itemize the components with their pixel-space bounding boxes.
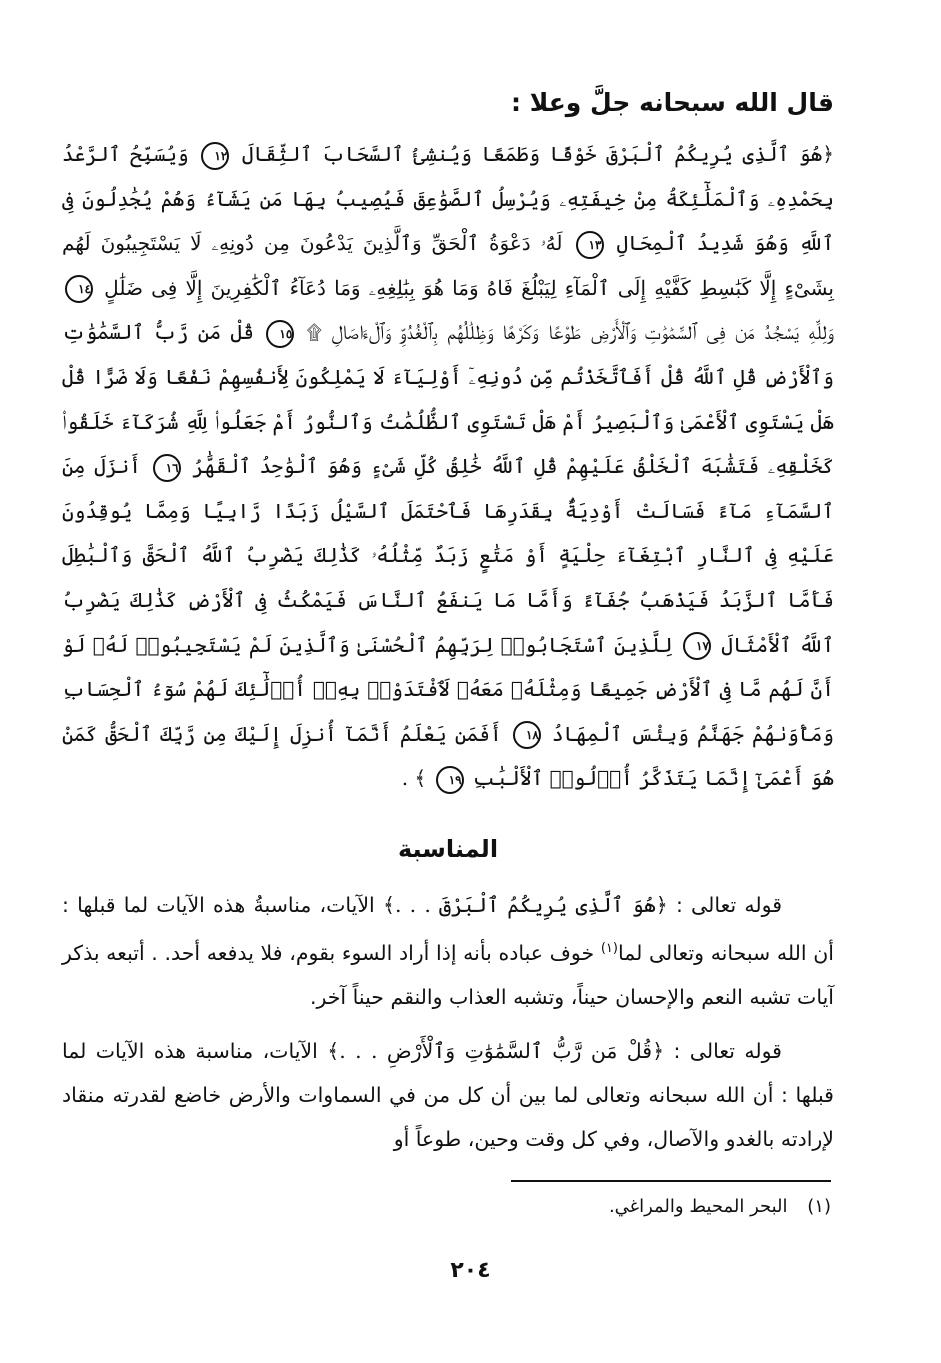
para-lead: قوله تعالى : bbox=[673, 1038, 782, 1063]
quran-segment: قُلْ مَن رَّبُّ ٱلسَّمَٰوَٰتِ وَٱلْأَرْضِ قُلِ ٱللَّهُ قُلْ أَفَٱتَّخَذْتُم مِّن دُونِهِۦٓ أَوْلِيَآءَ لَا يَمْلِكُونَ لِأَنفُسِهِمْ نَفْعًا وَلَا ضَرًّا قُلْ هَلْ يَسْتَوِى ٱلْأَعْمَىٰ وَٱلْبَصِيرُ أَمْ هَلْ تَسْتَوِى ٱلظُّلُمَٰتُ وَٱلنُّورُ أَمْ جَعَلُوا۟ لِلَّهِ شُرَكَآءَ خَلَقُوا۟ كَخَلْقِهِۦ فَتَشَٰبَهَ ٱلْخَلْقُ عَلَيْهِمْ قُلِ ٱللَّهُ خَٰلِقُ كُلِّ شَىْءٍ وَهُوَ ٱلْوَٰحِدُ ٱلْقَهَّٰرُ bbox=[62, 320, 835, 479]
ayah-marker: ١٩ bbox=[436, 766, 464, 794]
footnote-ref[interactable]: (١) bbox=[600, 940, 618, 956]
page-body bbox=[62, 78, 834, 1171]
quran-segment: ﴿هُوَ ٱلَّذِى يُرِيكُمُ ٱلْبَرْقَ خَوْفًا وَطَمَعًا وَيُنشِئُ ٱلسَّحَابَ ٱلثِّقَالَ bbox=[241, 142, 834, 166]
quran-segment: أَنزَلَ مِنَ ٱلسَّمَآءِ مَآءً فَسَالَتْ أَوْدِيَةٌۢ بِقَدَرِهَا فَٱحْتَمَلَ ٱلسَّيْلُ زَبَدًا رَّابِيًا وَمِمَّا يُوقِدُونَ عَلَيْهِ فِى ٱلنَّارِ ٱبْتِغَآءَ حِلْيَةٍ أَوْ مَتَٰعٍ زَبَدٌ مِّثْلُهُۥ كَذَٰلِكَ يَضْرِبُ ٱللَّهُ ٱلْحَقَّ وَٱلْبَٰطِلَ فَأَمَّا ٱلزَّبَدُ فَيَذْهَبُ جُفَآءً وَأَمَّا مَا يَنفَعُ ٱلنَّاسَ فَيَمْكُثُ فِى ٱلْأَرْضِ كَذَٰلِكَ يَضْرِبُ ٱللَّهُ ٱلْأَمْثَالَ bbox=[62, 454, 835, 657]
verse-quote: ﴿هُوَ ٱلَّذِى يُرِيكُمُ ٱلْبَرْقَ . . .﴾ bbox=[382, 892, 668, 917]
quran-segment: ﴾ . bbox=[401, 766, 427, 791]
para-lead: قوله تعالى : bbox=[675, 892, 782, 917]
verse-quote: ﴿قُلْ مَن رَّبُّ ٱلسَّمَٰوَٰتِ وَٱلْأَرْضِ . . .﴾ bbox=[327, 1038, 665, 1063]
ayah-marker: ١٢ bbox=[201, 142, 229, 170]
footnote-divider bbox=[511, 1180, 831, 1182]
ayah-marker: ١٨ bbox=[513, 721, 541, 749]
footnote bbox=[609, 1192, 831, 1222]
quran-segment: لَهُۥ دَعْوَةُ ٱلْحَقِّ وَٱلَّذِينَ يَدْعُونَ مِن دُونِهِۦ لَا يَسْتَجِيبُونَ لَهُم بِشَىْءٍ إِلَّا كَبَٰسِطِ كَفَّيْهِ إِلَى ٱلْمَآءِ لِيَبْلُغَ فَاهُ وَمَا هُوَ بِبَٰلِغِهِۦ وَمَا دُعَآءُ ٱلْكَٰفِرِينَ إِلَّا فِى ضَلَٰلٍ bbox=[62, 231, 834, 300]
quran-passage bbox=[62, 132, 834, 801]
page-number: ٢٠٤ bbox=[450, 1258, 491, 1283]
ayah-marker: ١٧ bbox=[683, 632, 711, 660]
intro-heading: قال الله سبحانه جلَّ وعلا : bbox=[511, 88, 834, 117]
footnote-number: (١) bbox=[807, 1196, 831, 1217]
section-title: المناسبة bbox=[397, 834, 499, 863]
footnote-text: البحر المحيط والمراغي. bbox=[608, 1196, 788, 1217]
ayah-marker: ١٥ bbox=[266, 320, 294, 348]
para-text: خوف عباده بأنه إذا أراد السوء بقوم، فلا يدفعه أحد. . أتبعه بذكر آيات تشبه النعم والإحسان حيناً، وتشبه العذاب والنقم حيناً آخر. bbox=[62, 940, 834, 1009]
ayah-marker: ١٣ bbox=[576, 231, 604, 259]
ayah-marker: ١٤ bbox=[65, 275, 93, 303]
ayah-marker: ١٦ bbox=[153, 454, 181, 482]
quran-segment: لِلَّذِينَ ٱسْتَجَابُوا۟ لِرَبِّهِمُ ٱلْحُسْنَىٰ وَٱلَّذِينَ لَمْ يَسْتَجِيبُوا۟ لَهُۥ لَوْ أَنَّ لَهُم مَّا فِى ٱلْأَرْضِ جَمِيعًا وَمِثْلَهُۥ مَعَهُۥ لَٱفْتَدَوْا۟ بِهِۦٓ أُو۟لَٰٓئِكَ لَهُمْ سُوٓءُ ٱلْحِسَابِ وَمَأْوَىٰهُمْ جَهَنَّمُ وَبِئْسَ ٱلْمِهَادُ bbox=[62, 632, 835, 746]
para-text: الآيات، مناسبةُ هذه الآيات لما قبلها : أن الله سبحانه وتعالى لما bbox=[62, 892, 834, 965]
para-text: الآيات، مناسبة هذه الآيات لما قبلها : أن الله سبحانه وتعالى لما بين أن كل من في السماوات والأرض خاضع لقدرته منقاد لإرادته بالغدو والآصال، وفي كل وقت وحين، طوعاً أو bbox=[62, 1038, 834, 1151]
paragraph-1 bbox=[62, 883, 834, 1019]
paragraph-2 bbox=[62, 1029, 834, 1161]
quran-segment: وَلِلَّهِ يَسْجُدُ مَن فِى ٱلسَّمَٰوَٰتِ وَٱلْأَرْضِ طَوْعًا وَكَرْهًا وَظِلَٰلُهُم بِٱلْغُدُوِّ وَٱلْءَاصَالِ ۩ bbox=[306, 320, 835, 345]
quran-segment: وَيُسَبِّحُ ٱلرَّعْدُ بِحَمْدِهِۦ وَٱلْمَلَٰٓئِكَةُ مِنْ خِيفَتِهِۦ وَيُرْسِلُ ٱلصَّوَٰعِقَ فَيُصِيبُ بِهَا مَن يَشَآءُ وَهُمْ يُجَٰدِلُونَ فِى ٱللَّهِ وَهُوَ شَدِيدُ ٱلْمِحَالِ bbox=[62, 142, 834, 256]
quran-segment: أَفَمَن يَعْلَمُ أَنَّمَآ أُنزِلَ إِلَيْكَ مِن رَّبِّكَ ٱلْحَقُّ كَمَنْ هُوَ أَعْمَىٰٓ إِنَّمَا يَتَذَكَّرُ أُو۟لُوا۟ ٱلْأَلْبَٰبِ bbox=[62, 721, 834, 791]
